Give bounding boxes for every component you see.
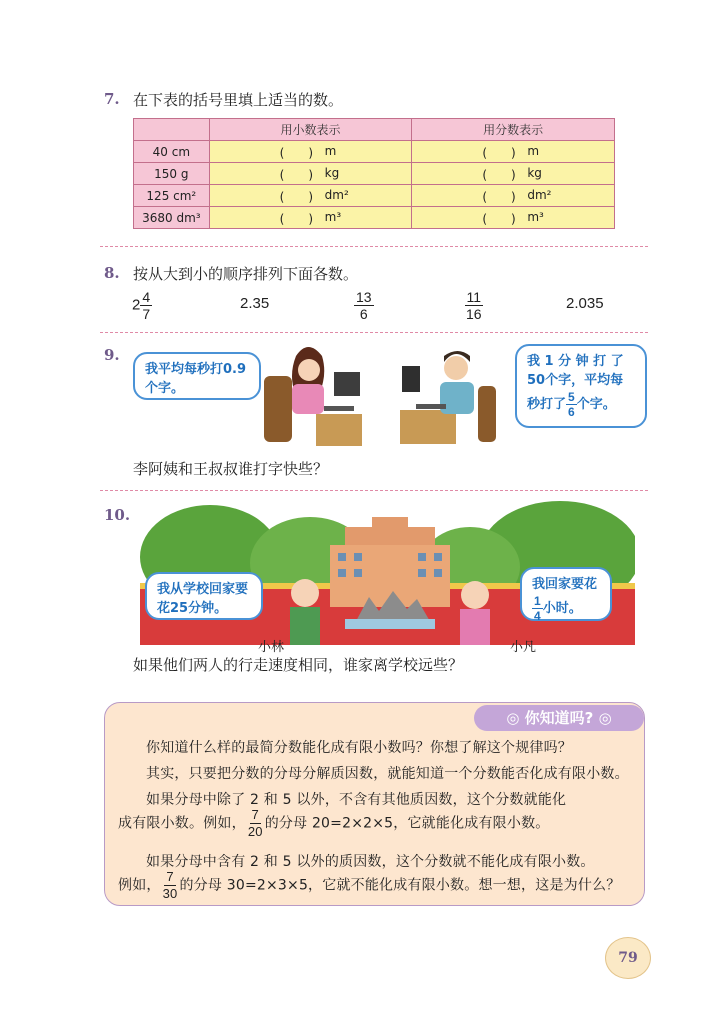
speech-bubble-wang xyxy=(515,344,647,428)
unit-label: dm² xyxy=(324,188,349,202)
name-label-xiaolin: 小林 xyxy=(258,640,285,655)
table-row xyxy=(134,163,615,185)
numerator: 5 xyxy=(568,390,575,404)
fraction xyxy=(161,869,180,902)
speech-bubble-xiaofan xyxy=(520,567,612,621)
fraction xyxy=(566,390,577,419)
paren-blank: ( ) xyxy=(482,212,516,226)
unit-label: m xyxy=(527,144,540,158)
bubble-text: 我 1 分 钟 打 了 50个字，平均每秒打了 xyxy=(527,354,624,412)
fraction-number xyxy=(464,289,484,322)
fraction-answer-cell[interactable] xyxy=(412,163,615,185)
name-label-xiaofan: 小凡 xyxy=(510,640,537,655)
denominator: 30 xyxy=(162,886,178,901)
info-line xyxy=(118,807,638,840)
question-9-number: 9. xyxy=(104,346,120,364)
question-10-number: 10. xyxy=(104,506,131,524)
unit-conversion-table xyxy=(133,118,615,229)
section-divider xyxy=(100,332,648,333)
numerator: 7 xyxy=(251,807,259,822)
section-divider xyxy=(100,246,648,247)
unit-label: kg xyxy=(527,166,542,180)
row-label: 3680 dm³ xyxy=(134,207,210,229)
paren-blank: ( ) xyxy=(482,146,516,160)
info-text: 的分母 20=2×2×5，它就能化成有限小数。 xyxy=(264,815,550,832)
question-7-text: 在下表的括号里填上适当的数。 xyxy=(133,91,344,109)
did-you-know-title: ◎ 你知道吗? ◎ xyxy=(474,705,644,731)
question-8-text: 按从大到小的顺序排列下面各数。 xyxy=(133,265,359,283)
paren-blank: ( ) xyxy=(482,168,516,182)
info-text: 的分母 30=2×3×5，它就不能化成有限小数。想一想，这是为什么？ xyxy=(179,877,621,894)
row-label: 150 g xyxy=(134,163,210,185)
header-decimal: 用小数表示 xyxy=(209,119,412,141)
fraction-answer-cell[interactable] xyxy=(412,185,615,207)
speech-bubble-li: 我平均每秒打0.9个字。 xyxy=(133,352,261,400)
paren-blank: ( ) xyxy=(279,190,314,204)
unit-label: m xyxy=(324,144,337,158)
decimal-number: 2.35 xyxy=(240,295,270,312)
mixed-number xyxy=(132,289,152,322)
decimal-number: 2.035 xyxy=(566,295,604,312)
man-typing-illustration xyxy=(400,336,500,446)
table-row xyxy=(134,141,615,163)
info-text: 例如， xyxy=(118,877,161,894)
numerator: 7 xyxy=(166,869,174,884)
question-8-number: 8. xyxy=(104,264,120,282)
info-line: 其实，只要把分数的分母分解质因数，就能知道一个分数能否化成有限小数。 xyxy=(146,766,629,782)
numerator: 1 xyxy=(534,594,541,608)
paren-blank: ( ) xyxy=(279,146,314,160)
info-line: 如果分母中含有 2 和 5 以外的质因数，这个分数就不能化成有限小数。 xyxy=(146,854,595,870)
decimal-answer-cell[interactable] xyxy=(209,185,412,207)
fraction-number xyxy=(354,289,374,322)
fraction xyxy=(464,289,484,322)
question-10-text: 如果他们两人的行走速度相同，谁家离学校远些？ xyxy=(133,656,464,674)
paren-blank: ( ) xyxy=(279,212,314,226)
fraction xyxy=(354,289,374,322)
decimal-answer-cell[interactable] xyxy=(209,207,412,229)
page-number: 79 xyxy=(605,937,651,979)
unit-label: m³ xyxy=(527,210,544,224)
paren-blank: ( ) xyxy=(279,168,314,182)
row-label: 125 cm² xyxy=(134,185,210,207)
bubble-text: 个字。 xyxy=(576,397,616,412)
header-fraction: 用分数表示 xyxy=(412,119,615,141)
decimal-answer-cell[interactable] xyxy=(209,141,412,163)
row-label: 40 cm xyxy=(134,141,210,163)
mixed-whole: 2 xyxy=(132,296,141,314)
fraction-answer-cell[interactable] xyxy=(412,207,615,229)
fraction xyxy=(246,807,265,840)
question-9-text: 李阿姨和王叔叔谁打字快些？ xyxy=(133,460,329,478)
info-text: 成有限小数。例如， xyxy=(118,815,246,832)
question-7-number: 7. xyxy=(104,90,120,108)
info-line: 你知道什么样的最简分数能化成有限小数吗？你想了解这个规律吗？ xyxy=(146,740,572,756)
denominator: 6 xyxy=(359,306,368,322)
denominator: 4 xyxy=(534,609,541,623)
woman-typing-illustration xyxy=(262,336,367,446)
table-row xyxy=(134,207,615,229)
speech-bubble-xiaolin: 我从学校回家要花25分钟。 xyxy=(145,572,263,620)
denominator: 7 xyxy=(142,306,151,322)
info-line xyxy=(118,869,638,902)
table-row xyxy=(134,185,615,207)
info-line: 如果分母中除了 2 和 5 以外，不含有其他质因数，这个分数就能化 xyxy=(146,792,567,808)
info-title-text: 你知道吗? xyxy=(524,709,594,727)
table-header-row xyxy=(134,119,615,141)
denominator: 6 xyxy=(568,405,575,419)
unit-label: kg xyxy=(324,166,340,180)
paren-blank: ( ) xyxy=(482,190,516,204)
section-divider xyxy=(100,490,648,491)
denominator: 20 xyxy=(247,824,263,839)
decimal-answer-cell[interactable] xyxy=(209,163,412,185)
numerator: 11 xyxy=(466,289,482,305)
denominator: 16 xyxy=(466,306,482,322)
fraction xyxy=(532,594,543,623)
bubble-text: 小时。 xyxy=(542,601,582,616)
numerator: 13 xyxy=(356,289,372,305)
table-corner-cell xyxy=(134,119,210,141)
unit-label: dm² xyxy=(527,188,552,202)
fraction xyxy=(140,289,152,322)
unit-label: m³ xyxy=(324,210,342,224)
numerator: 4 xyxy=(142,289,151,305)
fraction-answer-cell[interactable] xyxy=(412,141,615,163)
bubble-text: 我回家要花 xyxy=(532,577,598,592)
